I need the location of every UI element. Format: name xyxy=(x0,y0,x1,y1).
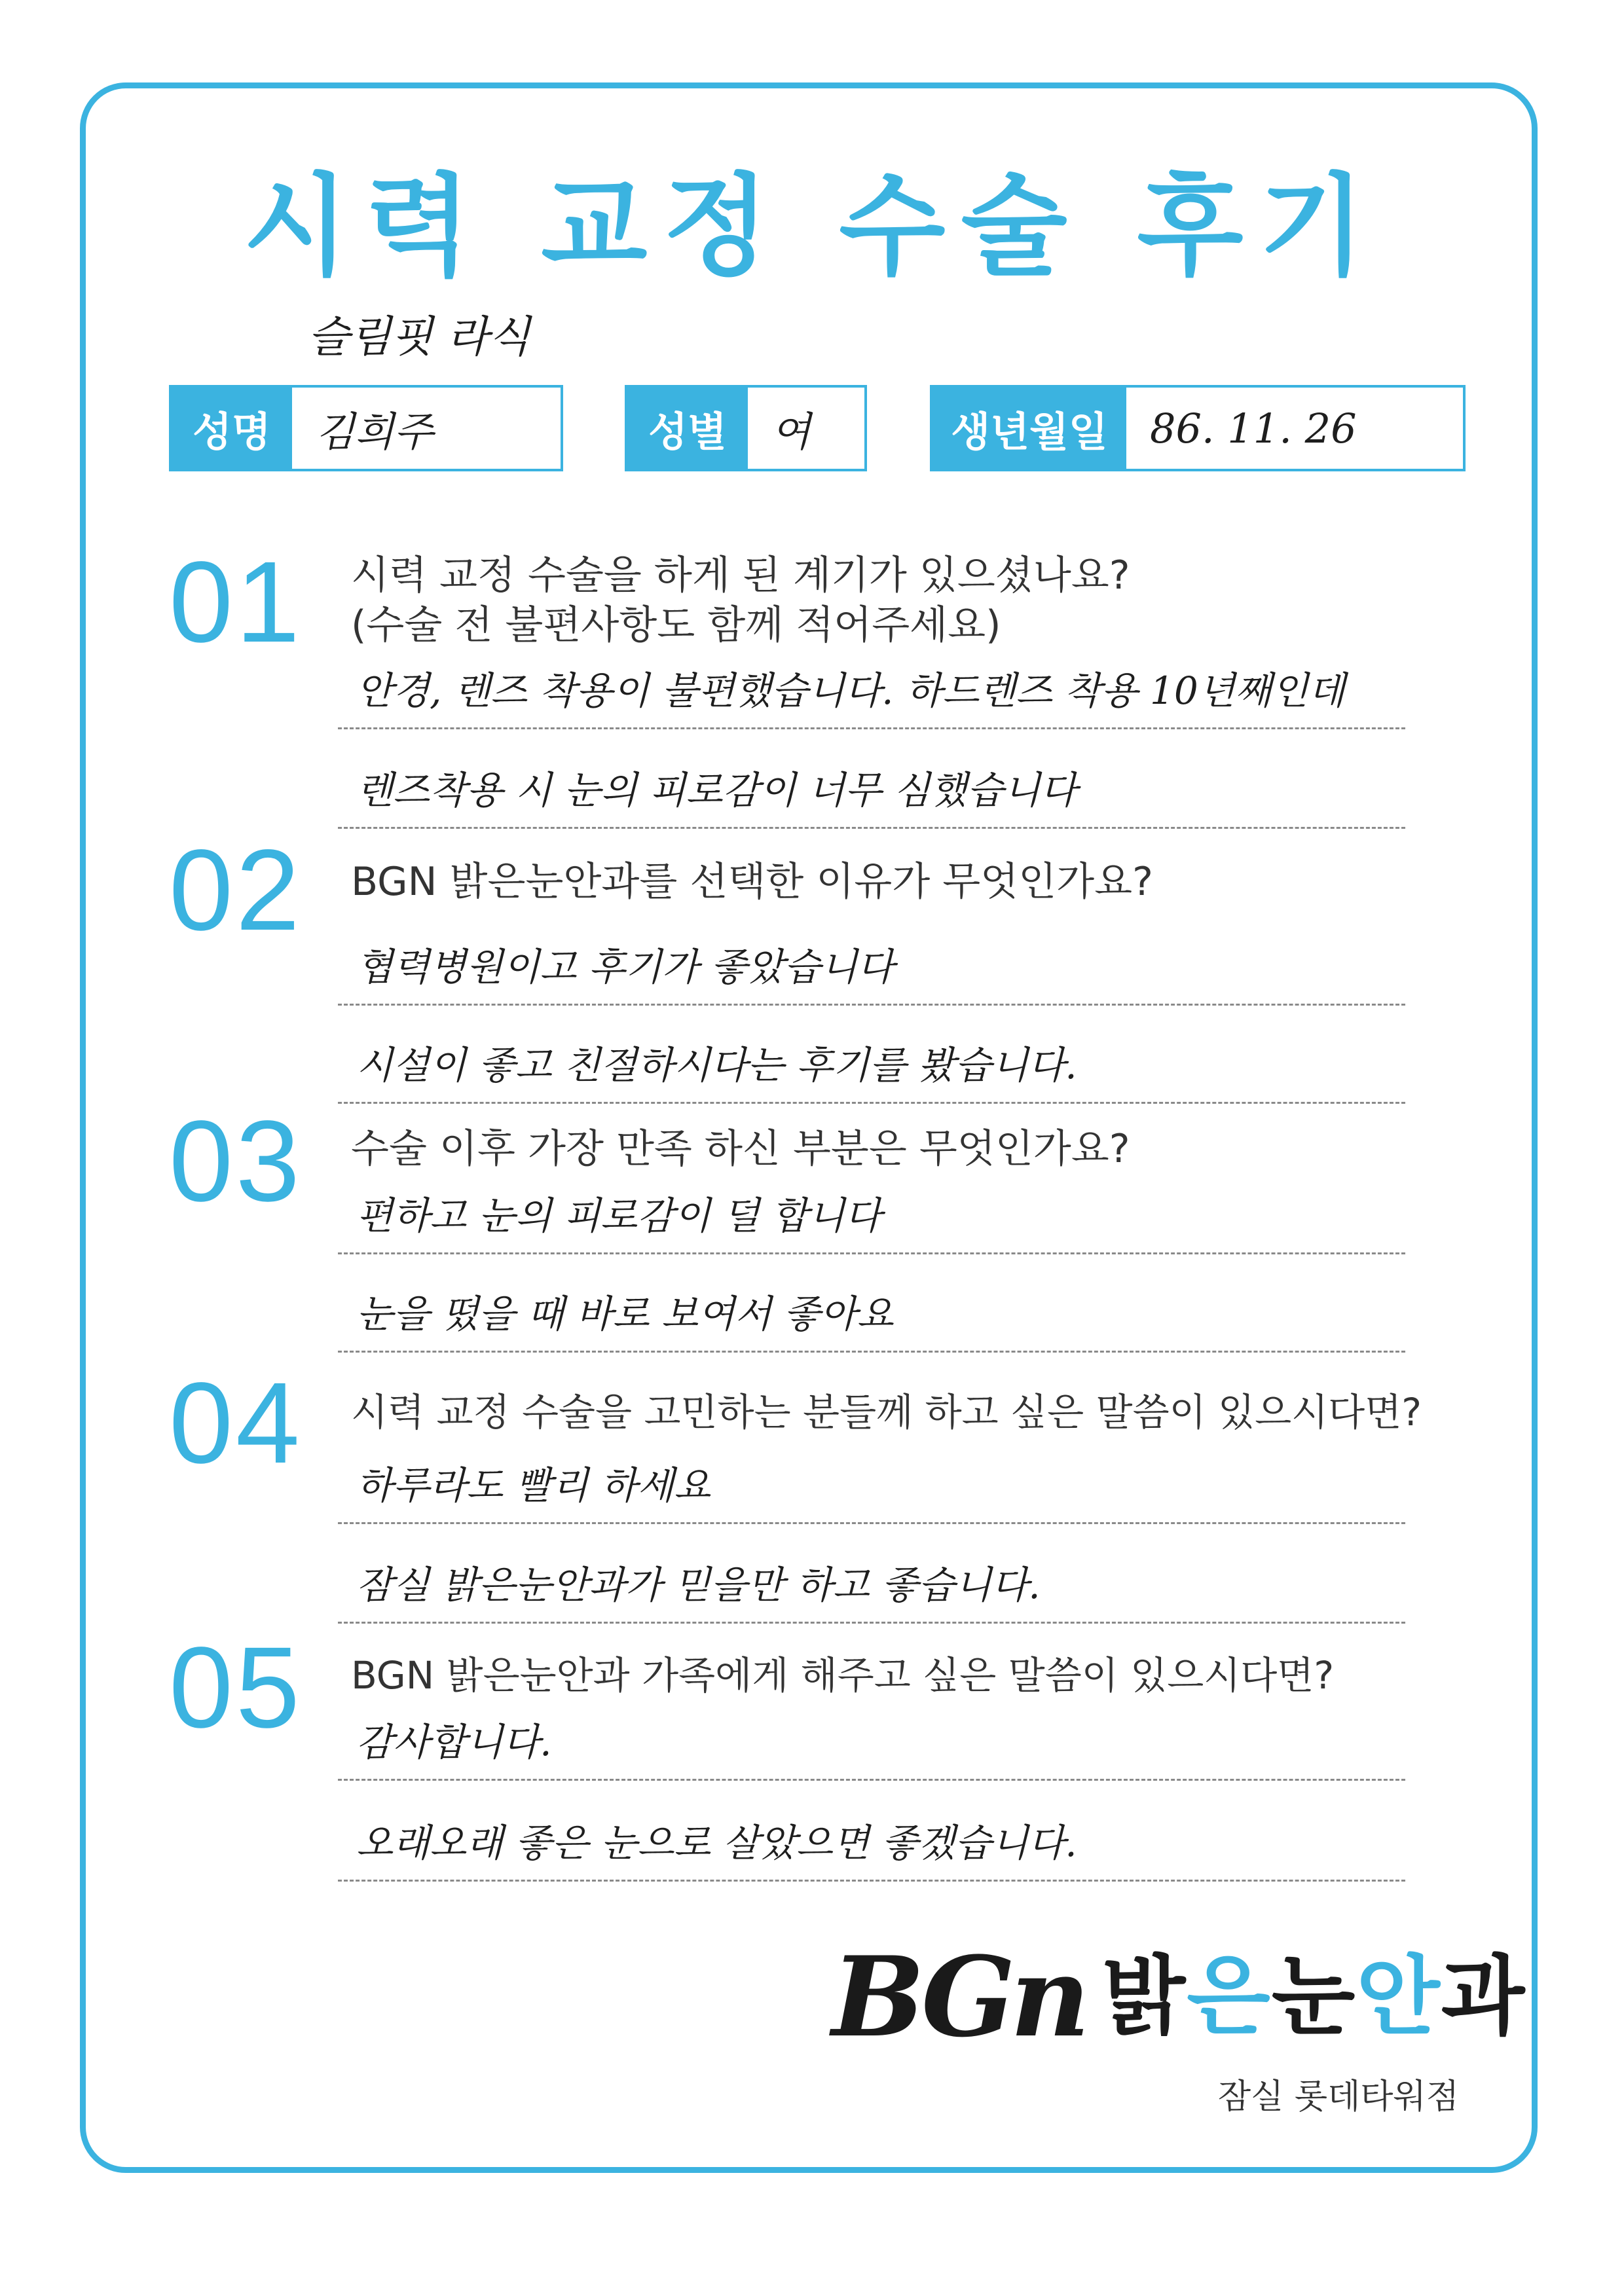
clinic-name-part: 눈 xyxy=(1271,1946,1357,2047)
question-subtext: (수술 전 불편사항도 함께 적어주세요) xyxy=(351,602,1001,648)
answer-line xyxy=(338,1041,1405,1104)
answer-line xyxy=(338,1461,1405,1524)
birthdate-value: 86. 11. 26 xyxy=(1150,404,1357,452)
answer-handwritten: 오래오래 좋은 눈으로 살았으면 좋겠습니다. xyxy=(356,1821,1077,1865)
clinic-name-part: 밝 xyxy=(1101,1946,1187,2047)
question-text: 시력 교정 수술을 하게 된 계기가 있으셨나요? xyxy=(351,553,1130,598)
birthdate-field xyxy=(930,385,1466,471)
question-number: 02 xyxy=(169,826,303,955)
question-text: BGN 밝은눈안과 가족에게 해주고 싶은 말씀이 있으시다면? xyxy=(351,1653,1335,1698)
gender-field xyxy=(625,385,867,471)
answer-handwritten: 감사합니다. xyxy=(356,1720,552,1764)
answer-handwritten: 안경, 렌즈 착용이 불편했습니다. 하드렌즈 착용 10년째인데 xyxy=(356,668,1345,713)
answer-line xyxy=(338,1561,1405,1624)
form-title: 시력 교정 수술 후기 xyxy=(243,162,1381,291)
answer-handwritten: 잠실 밝은눈안과가 믿을만 하고 좋습니다. xyxy=(356,1563,1041,1607)
name-value: 김희주 xyxy=(316,407,434,456)
gender-label: 성별 xyxy=(627,388,748,469)
branch-name: 잠실 롯데타워점 xyxy=(1217,2077,1459,2117)
clinic-name xyxy=(1101,1946,1526,2047)
answer-line xyxy=(338,1290,1405,1353)
question-text: 수술 이후 가장 만족 하신 부분은 무엇인가요? xyxy=(351,1126,1130,1172)
question-number: 05 xyxy=(169,1624,303,1752)
bgn-logo-mark: BGn xyxy=(832,1932,1085,2062)
surgery-type-handwritten: 슬림핏 라식 xyxy=(308,312,530,362)
answer-line xyxy=(338,1192,1405,1254)
gender-value: 여 xyxy=(771,407,811,456)
name-label: 성명 xyxy=(172,388,292,469)
question-number: 04 xyxy=(169,1359,303,1487)
question-number: 01 xyxy=(169,538,303,666)
clinic-logo xyxy=(832,1932,1526,2062)
question-number: 03 xyxy=(169,1097,303,1226)
question-text: BGN 밝은눈안과를 선택한 이유가 무엇인가요? xyxy=(351,859,1153,905)
clinic-name-part-highlight: 안 xyxy=(1356,1946,1441,2047)
birthdate-label: 생년월일 xyxy=(932,388,1126,469)
clinic-name-part: 과 xyxy=(1441,1946,1526,2047)
answer-line xyxy=(338,1819,1405,1882)
name-field xyxy=(169,385,563,471)
answer-handwritten: 협력병원이고 후기가 좋았습니다 xyxy=(356,945,895,989)
answer-handwritten: 눈을 떴을 때 바로 보여서 좋아요 xyxy=(356,1292,894,1336)
answer-line xyxy=(338,943,1405,1006)
answer-handwritten: 렌즈착용 시 눈의 피로감이 너무 심했습니다 xyxy=(356,768,1077,812)
answer-line xyxy=(338,766,1405,829)
answer-line xyxy=(338,666,1405,729)
answer-handwritten: 시설이 좋고 친절하시다는 후기를 봤습니다. xyxy=(356,1043,1077,1087)
answer-handwritten: 편하고 눈의 피로감이 덜 합니다 xyxy=(356,1194,882,1238)
answer-handwritten: 하루라도 빨리 하세요 xyxy=(356,1463,711,1508)
question-text: 시력 교정 수술을 고민하는 분들께 하고 싶은 말씀이 있으시다면? xyxy=(351,1390,1422,1434)
answer-line xyxy=(338,1718,1405,1781)
clinic-name-part-highlight: 은 xyxy=(1187,1946,1272,2047)
